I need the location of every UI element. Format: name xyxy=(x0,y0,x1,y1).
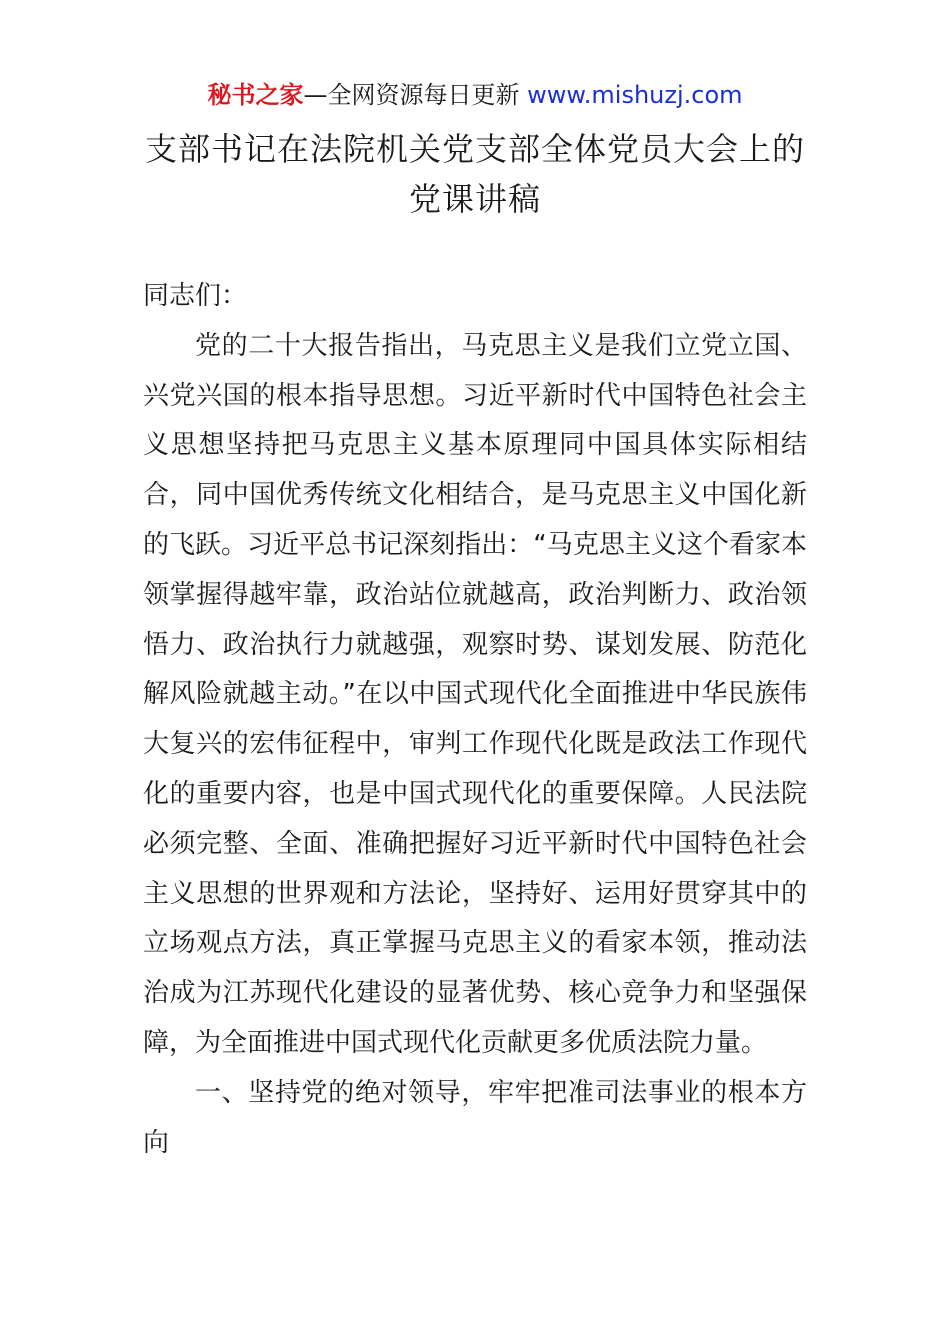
body-paragraph: 党的二十大报告指出，马克思主义是我们立党立国、兴党兴国的根本指导思想。习近平新时代中国特色社会主义思想坚持把马克思主义基本原理同中国具体实际相结合，同中国优秀传统文化相结合，是马克思主义中国化新的飞跃。习近平总书记深刻指出：“马克思主义这个看家本领掌握得越牢靠，政治站位就越高，政治判断力、政治领悟力、政治执行力就越强，观察时势、谋划发展、防范化解风险就越主动。”在以中国式现代化全面推进中华民族伟大复兴的宏伟征程中，审判工作现代化既是政法工作现代化的重要内容，也是中国式现代化的重要保障。人民法院必须完整、全面、准确把握好习近平新时代中国特色社会主义思想的世界观和方法论，坚持好、运用好贯穿其中的立场观点方法，真正掌握马克思主义的看家本领，推动法治成为江苏现代化建设的显著优势、核心竞争力和坚强保障，为全面推进中国式现代化贡献更多优质法院力量。 xyxy=(143,330,807,1058)
site-url-link[interactable]: www.mishuzj.com xyxy=(527,81,743,109)
site-header xyxy=(0,78,950,112)
document-title-line-1: 支部书记在法院机关党支部全体党员大会上的 xyxy=(144,130,805,168)
document-title xyxy=(120,124,830,224)
section-heading: 一、坚持党的绝对领导，牢牢把准司法事业的根本方向 xyxy=(143,1077,807,1158)
site-brand: 秘书之家 xyxy=(207,81,304,109)
site-tagline: —全网资源每日更新 xyxy=(303,81,520,109)
document-body xyxy=(143,272,807,1168)
salutation: 同志们： xyxy=(143,281,248,311)
document-title-line-2: 党课讲稿 xyxy=(408,180,541,218)
